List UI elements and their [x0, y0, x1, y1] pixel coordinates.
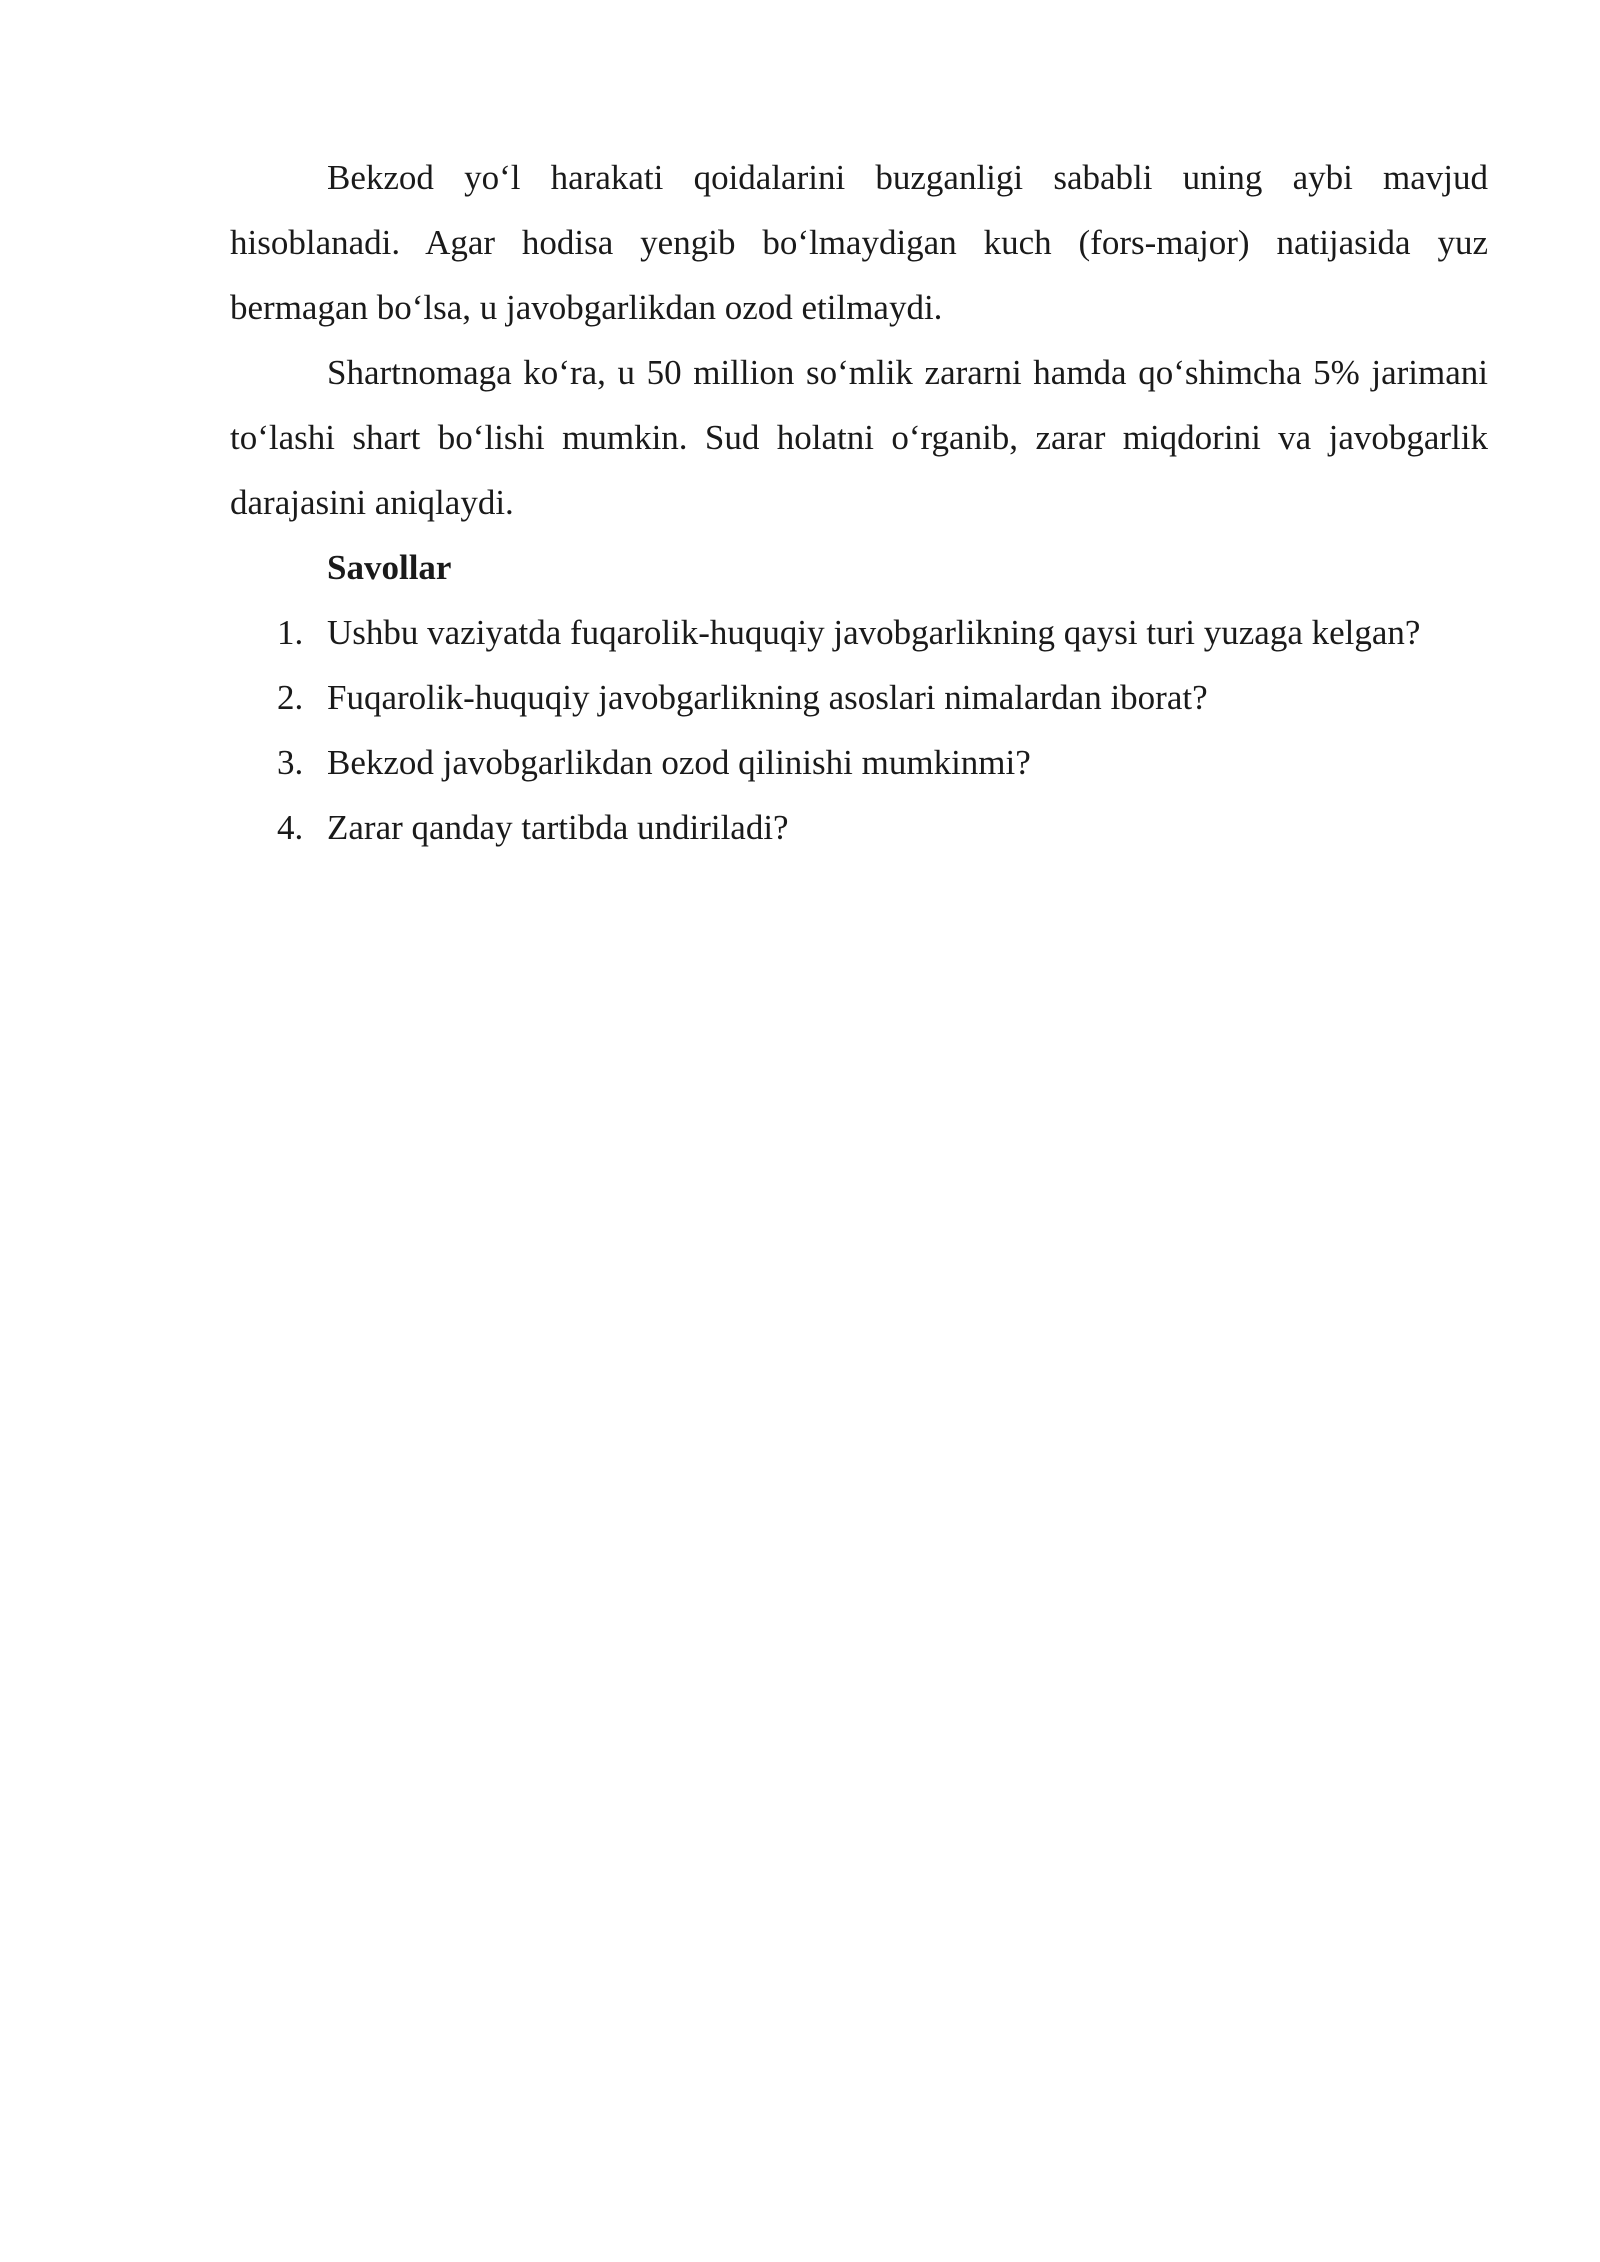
question-item — [230, 730, 1488, 795]
questions-list — [230, 600, 1488, 860]
paragraph-contract: Shartnomaga ko‘ra, u 50 million so‘mlik zararni hamda qo‘shimcha 5% jarimani to‘lashi shart bo‘lishi mumkin. Sud holatni o‘rganib, zarar miqdorini va javobgarlik darajasini aniqlaydi. — [230, 353, 1488, 522]
question-number: 2. — [277, 678, 304, 717]
question-item — [230, 795, 1488, 860]
paragraph-fault: Bekzod yo‘l harakati qoidalarini buzganligi sababli uning aybi mavjud hisoblanadi. Agar hodisa yengib bo‘lmaydigan kuch (fors-major) natijasida yuz bermagan bo‘lsa, u javobgarlikdan ozod etilmaydi. — [230, 158, 1488, 327]
question-text: Ushbu vaziyatda fuqarolik-huquqiy javobgarlikning qaysi turi yuzaga kelgan? — [327, 613, 1421, 652]
question-number: 1. — [277, 613, 304, 652]
question-number: 4. — [277, 808, 304, 847]
question-item — [230, 665, 1488, 730]
document-body — [230, 145, 1488, 860]
questions-heading: Savollar — [327, 548, 452, 587]
question-item — [230, 600, 1488, 665]
question-text: Zarar qanday tartibda undiriladi? — [327, 808, 789, 847]
question-text: Bekzod javobgarlikdan ozod qilinishi mumkinmi? — [327, 743, 1031, 782]
question-number: 3. — [277, 743, 304, 782]
question-text: Fuqarolik-huquqiy javobgarlikning asoslari nimalardan iborat? — [327, 678, 1208, 717]
